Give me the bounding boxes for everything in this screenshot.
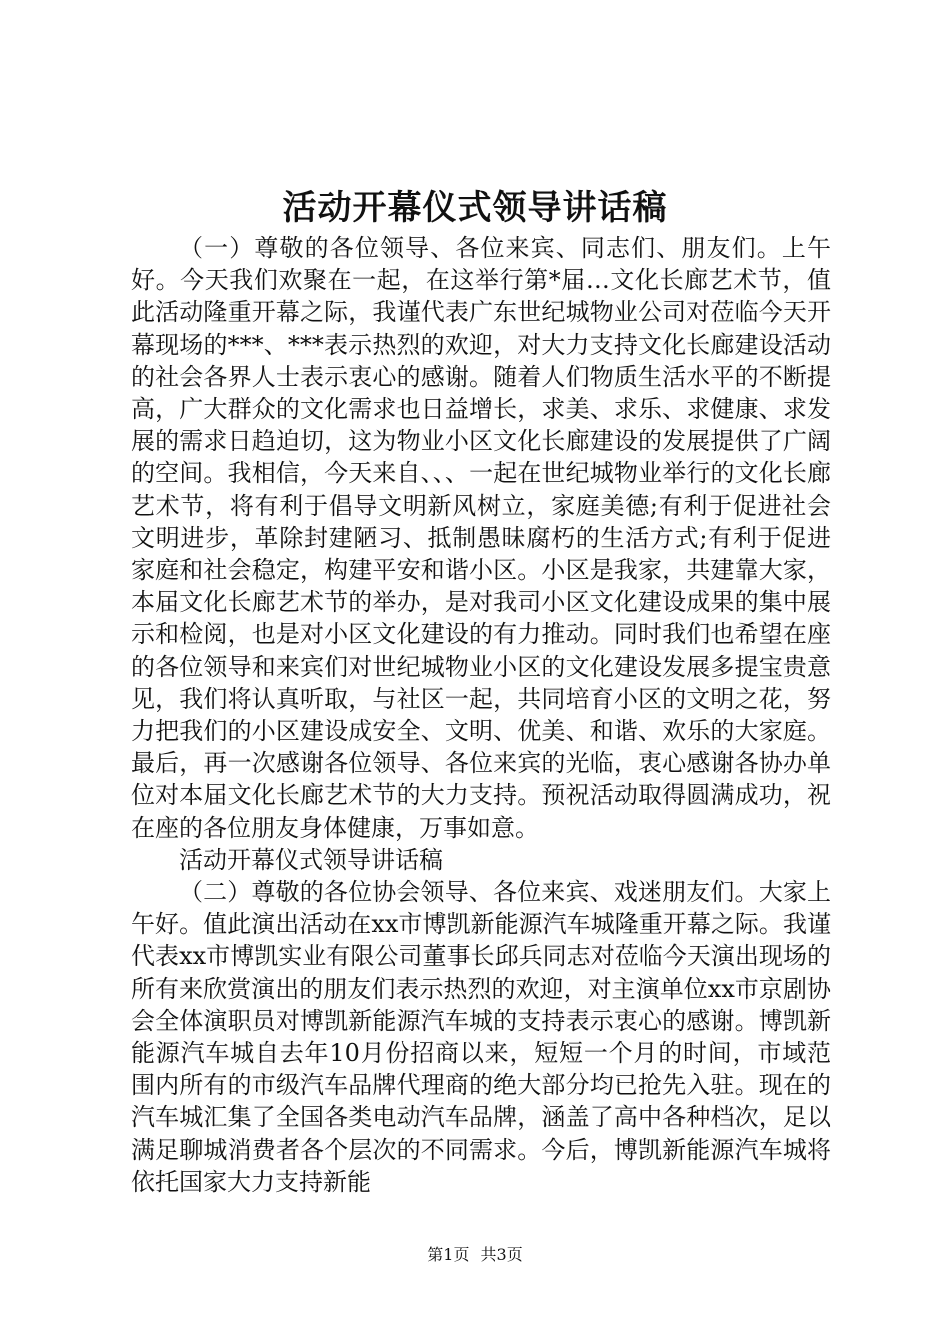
document-body [131, 232, 831, 1198]
paragraph-two: （二）尊敬的各位协会领导、各位来宾、戏迷朋友们。大家上午好。值此演出活动在xx市博凯新能源汽车城隆重开幕之际。我谨代表xx市博凯实业有限公司董事长邱兵同志对莅临今天演出现场的所有来欣赏演出的朋友们表示热烈的欢迎，对主演单位xx市京剧协会全体演职员对博凯新能源汽车城的支持表示衷心的感谢。博凯新能源汽车城自去年10月份招商以来，短短一个月的时间，市域范围内所有的市级汽车品牌代理商的绝大部分均已抢先入驻。现在的汽车城汇集了全国各类电动汽车品牌，涵盖了高中各种档次，足以满足聊城消费者各个层次的不同需求。今后，博凯新能源汽车城将依托国家大力支持新能 [131, 878, 831, 1196]
page-total: 共3页 [480, 1245, 523, 1264]
paragraph-one: （一）尊敬的各位领导、各位来宾、同志们、朋友们。上午好。今天我们欢聚在一起，在这举行第*届…文化长廊艺术节，值此活动隆重开幕之际，我谨代表广东世纪城物业公司对莅临今天开幕现场的***、***表示热烈的欢迎，对大力支持文化长廊建设活动的社会各界人士表示衷心的感谢。随着人们物质生活水平的不断提高，广大群众的文化需求也日益增长，求美、求乐、求健康、求发展的需求日趋迫切，这为物业小区文化长廊建设的发展提供了广阔的空间。我相信，今天来自、、、一起在世纪城物业举行的文化长廊艺术节，将有利于倡导文明新风树立，家庭美德;有利于促进社会文明进步，革除封建陋习、抵制愚昧腐朽的生活方式;有利于促进家庭和社会稳定，构建平安和谐小区。小区是我家，共建靠大家，本届文化长廊艺术节的举办，是对我司小区文化建设成果的集中展示和检阅，也是对小区文化建设的有力推动。同时我们也希望在座的各位领导和来宾们对世纪城物业小区的文化建设发展多提宝贵意见，我们将认真听取，与社区一起，共同培育小区的文明之花，努力把我们的小区建设成安全、文明、优美、和谐、欢乐的大家庭。最后，再一次感谢各位领导、各位来宾的光临，衷心感谢各协办单位对本届文化长廊艺术节的大力支持。预祝活动取得圆满成功，祝在座的各位朋友身体健康，万事如意。 [131, 234, 831, 842]
page-number: 第1页 [427, 1245, 470, 1264]
document-title: 活动开幕仪式领导讲话稿 [282, 188, 668, 228]
section-subheading: 活动开幕仪式领导讲话稿 [179, 845, 443, 874]
page-footer [0, 1245, 950, 1265]
